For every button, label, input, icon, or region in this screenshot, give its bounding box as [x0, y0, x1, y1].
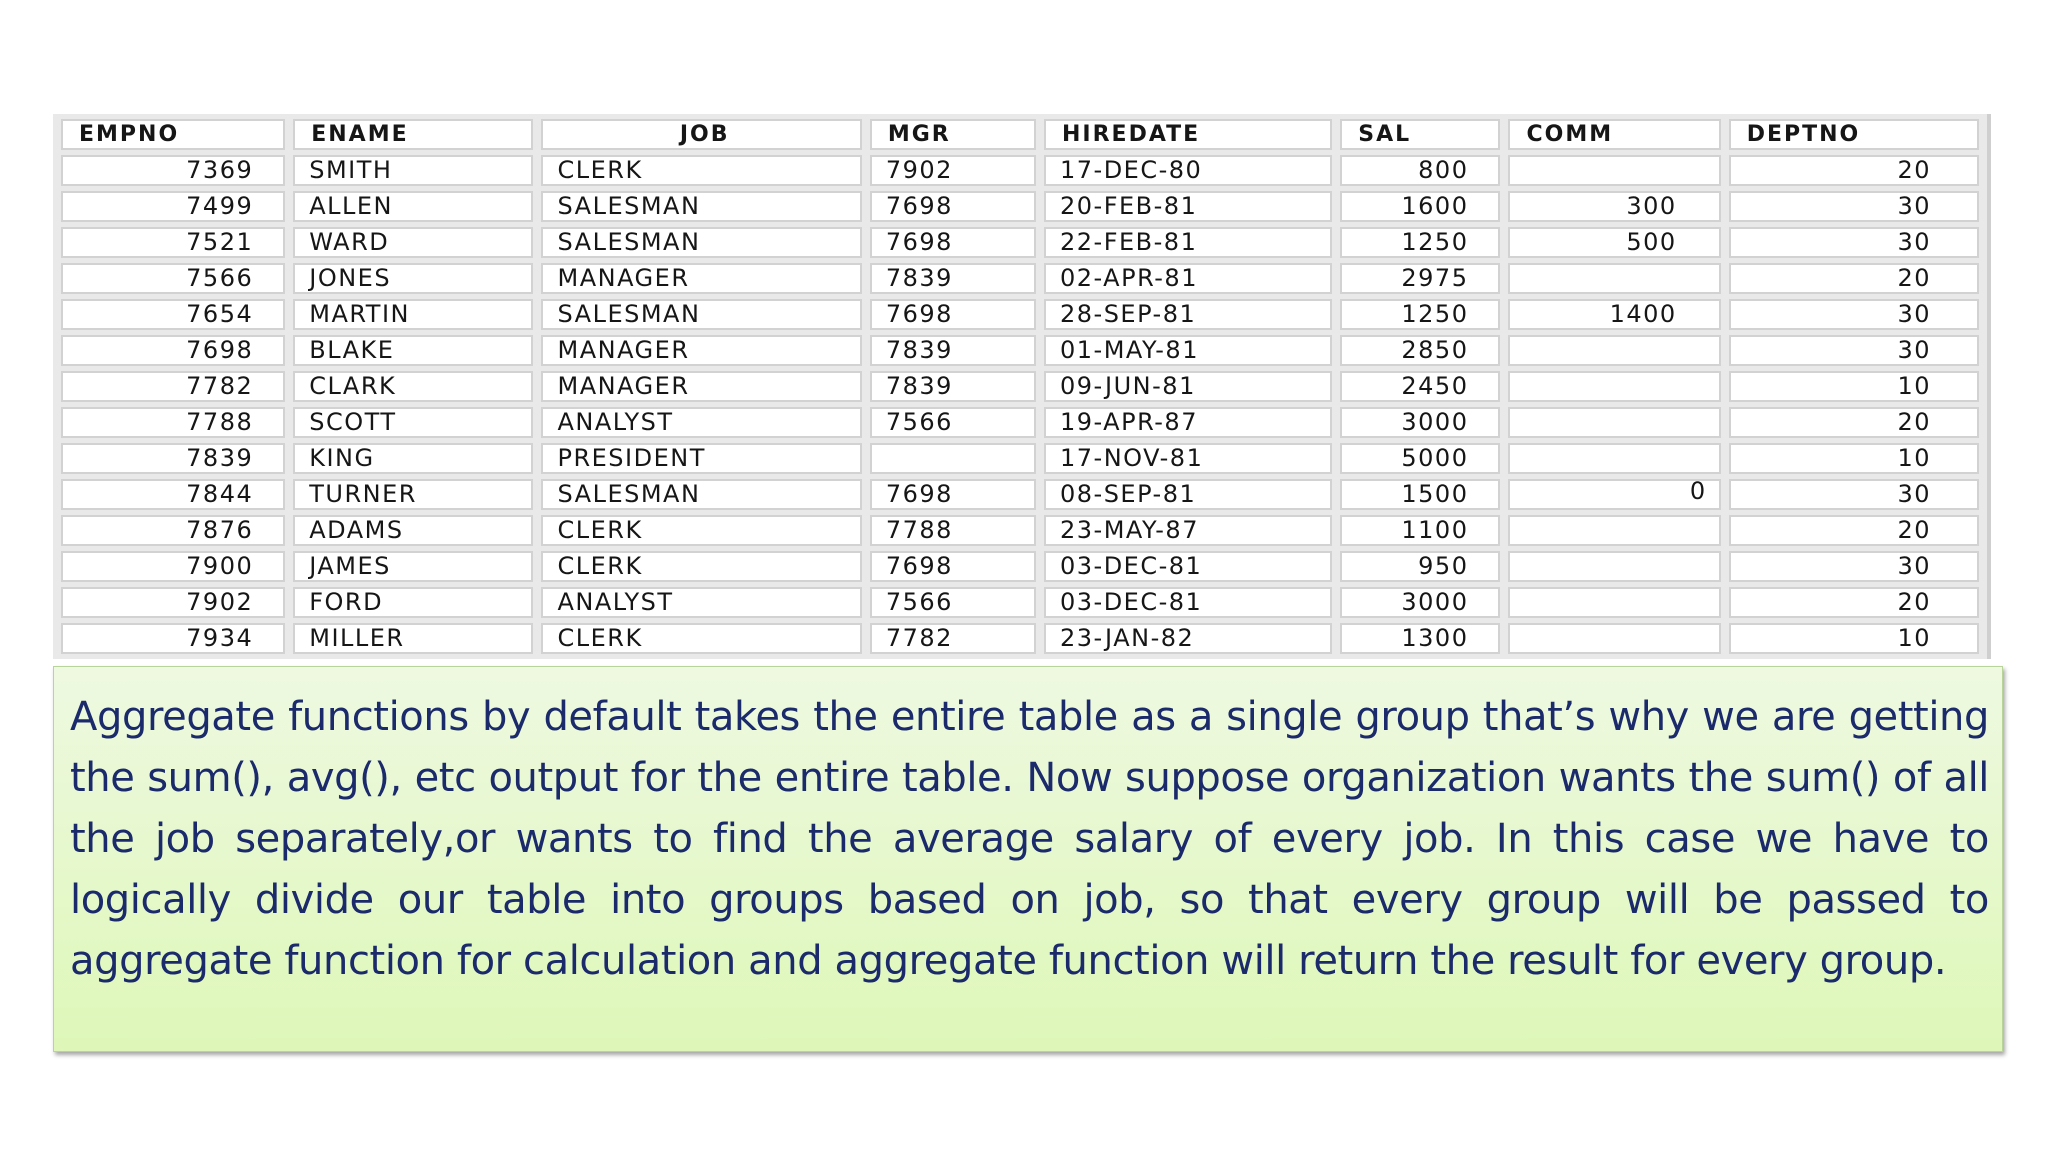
cell-job: ANALYST	[541, 407, 861, 438]
cell-ename: BLAKE	[293, 335, 533, 366]
cell-empno: 7698	[61, 335, 285, 366]
cell-comm	[1508, 407, 1720, 438]
cell-mgr: 7698	[870, 191, 1036, 222]
cell-deptno: 30	[1729, 335, 1979, 366]
cell-ename: KING	[293, 443, 533, 474]
cell-job: PRESIDENT	[541, 443, 861, 474]
table-row	[61, 371, 1979, 402]
table-row	[61, 155, 1979, 186]
cell-deptno: 20	[1729, 515, 1979, 546]
cell-ename: WARD	[293, 227, 533, 258]
cell-comm	[1508, 155, 1720, 186]
table-row	[61, 407, 1979, 438]
cell-job: SALESMAN	[541, 479, 861, 510]
cell-mgr: 7566	[870, 407, 1036, 438]
table-row	[61, 443, 1979, 474]
cell-empno: 7782	[61, 371, 285, 402]
cell-sal: 1500	[1340, 479, 1500, 510]
cell-sal: 1250	[1340, 299, 1500, 330]
column-header-mgr: MGR	[870, 119, 1036, 150]
cell-job: MANAGER	[541, 263, 861, 294]
cell-sal: 3000	[1340, 407, 1500, 438]
cell-job: CLERK	[541, 623, 861, 654]
cell-comm	[1508, 263, 1720, 294]
cell-hiredate: 28-SEP-81	[1044, 299, 1332, 330]
cell-ename: MILLER	[293, 623, 533, 654]
cell-ename: FORD	[293, 587, 533, 618]
cell-ename: SCOTT	[293, 407, 533, 438]
column-header-sal: SAL	[1340, 119, 1500, 150]
cell-comm	[1508, 515, 1720, 546]
cell-ename: JAMES	[293, 551, 533, 582]
cell-empno: 7900	[61, 551, 285, 582]
table-row	[61, 587, 1979, 618]
cell-deptno: 30	[1729, 299, 1979, 330]
cell-hiredate: 22-FEB-81	[1044, 227, 1332, 258]
cell-sal: 800	[1340, 155, 1500, 186]
cell-deptno: 30	[1729, 479, 1979, 510]
cell-empno: 7499	[61, 191, 285, 222]
cell-mgr: 7902	[870, 155, 1036, 186]
cell-hiredate: 23-MAY-87	[1044, 515, 1332, 546]
cell-mgr: 7839	[870, 335, 1036, 366]
cell-comm	[1508, 551, 1720, 582]
cell-comm: 500	[1508, 227, 1720, 258]
cell-ename: ALLEN	[293, 191, 533, 222]
cell-hiredate: 17-DEC-80	[1044, 155, 1332, 186]
cell-hiredate: 20-FEB-81	[1044, 191, 1332, 222]
cell-ename: SMITH	[293, 155, 533, 186]
table-body	[61, 155, 1979, 654]
cell-ename: JONES	[293, 263, 533, 294]
cell-hiredate: 03-DEC-81	[1044, 587, 1332, 618]
table-row	[61, 299, 1979, 330]
employee-table	[53, 114, 1987, 659]
explanation-text: Aggregate functions by default takes the entire table as a single group that’s why we are getting the sum(), avg(), etc output for the entire table. Now suppose organization wants the sum() of all the job separately,or wants to find the average salary of every job. In this case we have to logically divide our table into groups based on job, so that every group will be passed to aggregate function for calculation and aggregate function will return the result for every group.	[70, 694, 1989, 984]
cell-mgr: 7698	[870, 551, 1036, 582]
cell-hiredate: 01-MAY-81	[1044, 335, 1332, 366]
cell-comm	[1508, 443, 1720, 474]
cell-sal: 1600	[1340, 191, 1500, 222]
cell-mgr	[870, 443, 1036, 474]
table-row	[61, 263, 1979, 294]
cell-ename: ADAMS	[293, 515, 533, 546]
cell-hiredate: 19-APR-87	[1044, 407, 1332, 438]
cell-deptno: 10	[1729, 623, 1979, 654]
cell-job: MANAGER	[541, 335, 861, 366]
cell-job: CLERK	[541, 155, 861, 186]
cell-sal: 1250	[1340, 227, 1500, 258]
column-header-comm: COMM	[1508, 119, 1720, 150]
cell-empno: 7902	[61, 587, 285, 618]
column-header-hiredate: HIREDATE	[1044, 119, 1332, 150]
cell-mgr: 7839	[870, 371, 1036, 402]
cell-empno: 7369	[61, 155, 285, 186]
cell-hiredate: 23-JAN-82	[1044, 623, 1332, 654]
cell-deptno: 30	[1729, 227, 1979, 258]
cell-job: SALESMAN	[541, 227, 861, 258]
cell-mgr: 7782	[870, 623, 1036, 654]
cell-comm	[1508, 623, 1720, 654]
table-row	[61, 227, 1979, 258]
cell-ename: MARTIN	[293, 299, 533, 330]
cell-sal: 950	[1340, 551, 1500, 582]
cell-deptno: 30	[1729, 551, 1979, 582]
column-header-empno: EMPNO	[61, 119, 285, 150]
cell-sal: 2975	[1340, 263, 1500, 294]
cell-comm: 1400	[1508, 299, 1720, 330]
cell-hiredate: 02-APR-81	[1044, 263, 1332, 294]
cell-sal: 2850	[1340, 335, 1500, 366]
cell-mgr: 7839	[870, 263, 1036, 294]
cell-deptno: 10	[1729, 443, 1979, 474]
cell-comm	[1508, 371, 1720, 402]
cell-comm: 300	[1508, 191, 1720, 222]
cell-comm: 0	[1508, 479, 1720, 510]
cell-mgr: 7698	[870, 299, 1036, 330]
cell-job: SALESMAN	[541, 299, 861, 330]
column-header-job: JOB	[541, 119, 861, 150]
cell-empno: 7839	[61, 443, 285, 474]
cell-job: CLERK	[541, 515, 861, 546]
cell-comm	[1508, 587, 1720, 618]
cell-hiredate: 08-SEP-81	[1044, 479, 1332, 510]
cell-job: MANAGER	[541, 371, 861, 402]
cell-empno: 7934	[61, 623, 285, 654]
column-header-deptno: DEPTNO	[1729, 119, 1979, 150]
cell-deptno: 20	[1729, 407, 1979, 438]
employee-table-image	[53, 114, 1991, 659]
cell-mgr: 7566	[870, 587, 1036, 618]
cell-sal: 2450	[1340, 371, 1500, 402]
cell-job: ANALYST	[541, 587, 861, 618]
cell-comm	[1508, 335, 1720, 366]
table-row	[61, 191, 1979, 222]
cell-deptno: 20	[1729, 155, 1979, 186]
table-row	[61, 551, 1979, 582]
cell-job: SALESMAN	[541, 191, 861, 222]
cell-deptno: 20	[1729, 263, 1979, 294]
cell-sal: 1100	[1340, 515, 1500, 546]
cell-hiredate: 03-DEC-81	[1044, 551, 1332, 582]
cell-sal: 1300	[1340, 623, 1500, 654]
cell-deptno: 30	[1729, 191, 1979, 222]
cell-ename: TURNER	[293, 479, 533, 510]
cell-ename: CLARK	[293, 371, 533, 402]
cell-hiredate: 17-NOV-81	[1044, 443, 1332, 474]
table-row	[61, 479, 1979, 510]
cell-empno: 7521	[61, 227, 285, 258]
table-row	[61, 515, 1979, 546]
cell-empno: 7654	[61, 299, 285, 330]
cell-mgr: 7698	[870, 227, 1036, 258]
cell-job: CLERK	[541, 551, 861, 582]
cell-empno: 7788	[61, 407, 285, 438]
cell-mgr: 7788	[870, 515, 1036, 546]
explanation-box	[53, 666, 2003, 1052]
table-row	[61, 623, 1979, 654]
column-header-ename: ENAME	[293, 119, 533, 150]
cell-empno: 7844	[61, 479, 285, 510]
table-header-row	[61, 119, 1979, 150]
table-row	[61, 335, 1979, 366]
cell-sal: 3000	[1340, 587, 1500, 618]
cell-deptno: 10	[1729, 371, 1979, 402]
cell-deptno: 20	[1729, 587, 1979, 618]
cell-empno: 7876	[61, 515, 285, 546]
cell-hiredate: 09-JUN-81	[1044, 371, 1332, 402]
cell-empno: 7566	[61, 263, 285, 294]
cell-sal: 5000	[1340, 443, 1500, 474]
cell-mgr: 7698	[870, 479, 1036, 510]
